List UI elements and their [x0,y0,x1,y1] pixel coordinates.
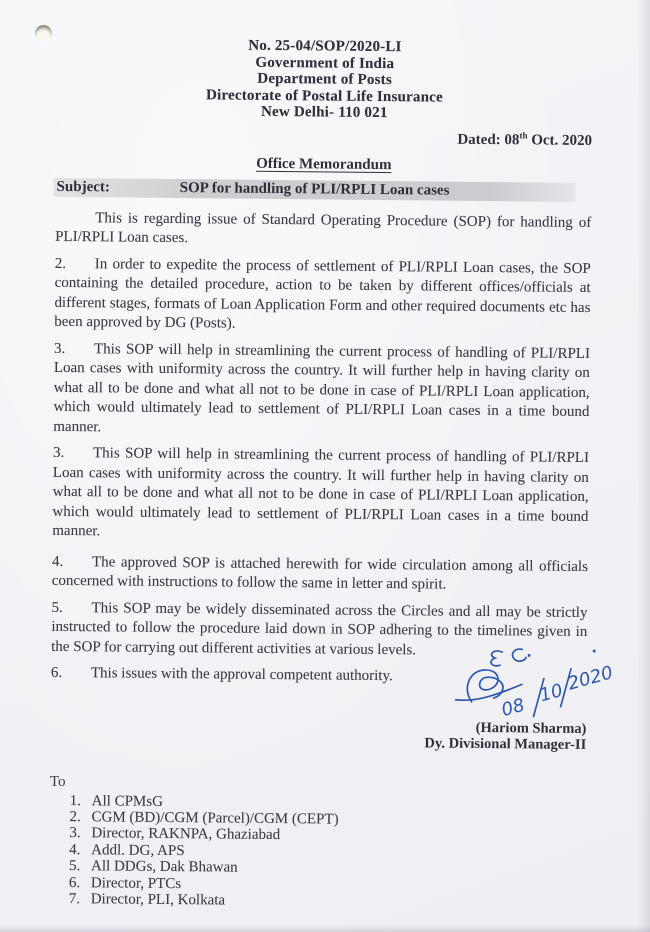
paragraph-text: This is regarding issue of Standard Operating Procedure (SOP) for handling of PLI/RPLI Loan cases. [55,209,592,247]
paragraph-text: This SOP will help in streamlining the current process of handling of PLI/RPLI Loan cases with uniformity across the country. It will further help in having clarity on what all to be done and what all not to be done in case of PLI/RPLI Loan application, which would ultimately lead to settlement of PLI/RPLI Loan cases in a time bound manner. [52,445,590,540]
body-paragraph [53,339,590,442]
body-paragraph [52,444,589,547]
body-paragraph [54,254,591,337]
item-number: 5. [68,858,81,875]
paragraph-text: The approved SOP is attached herewith for wide circulation among all officials concerned with instructions to follow the same in letter and spirit. [51,553,589,593]
paragraph-number: 4. [51,553,64,570]
item-text: Director, PTCs [90,874,182,892]
address-line: New Delhi- 110 021 [260,103,388,122]
item-number: 7. [68,890,81,908]
date-prefix: Dated: 08 [457,131,520,148]
paragraph-text: This issues with the approval competent authority. [90,665,393,685]
memo-heading: Office Memorandum [256,155,392,173]
handwritten-signature [441,640,637,727]
item-text: Addl. DG, APS [91,841,185,859]
handwritten-date-day: 08 [499,694,527,722]
body-paragraph [55,208,591,252]
department-name: Department of Posts [257,70,393,89]
subject-row [53,177,575,201]
body-paragraph [52,552,588,596]
item-number: 3. [69,825,81,842]
item-number: 6. [68,874,81,891]
subject-text: SOP for handling of PLI/RPLI Loan cases [179,179,450,199]
directorate-name: Directorate of Postal Life Insurance [205,86,443,106]
punch-hole [35,25,52,42]
org-name: Government of India [255,54,395,72]
date-line [56,125,592,149]
item-text: Director, PLI, Kolkata [90,891,226,909]
item-text: CGM (BD)/CGM (Parcel)/CGM (CEPT) [91,809,339,828]
paragraph-text: This SOP may be widely disseminated across the Circles and all may be strictly instructed to follow the procedure laid down in SOP adhering to the timelines given in the SOP for carrying out different activities at various levels. [51,599,588,658]
item-text: Director, RAKNPA, Ghaziabad [91,825,281,844]
paragraph-number: 3. [53,340,66,357]
handwritten-date-month: 10 [537,680,566,707]
paragraph-number: 3. [52,444,65,461]
handwritten-date-year: 2020 [565,662,616,695]
paragraph-number: 2. [54,255,67,272]
subject-label: Subject: [56,178,110,195]
item-number: 1. [69,792,82,809]
signatory-name: (Hariom Sharma) [475,719,587,737]
paragraph-number: 6. [50,664,63,681]
ink-dot [593,650,596,653]
paragraph-text: This SOP will help in streamlining the current process of handling of PLI/RPLI Loan cases with uniformity across the country. It will further help in having clarity on what all to be done and what all not to be done in case of PLI/RPLI Loan application, which would ultimately lead to settlement of PLI/RPLI Loan cases in a time bound manner. [53,340,591,435]
item-text: All DDGs, Dak Bhawan [90,858,238,876]
date-ordinal: th [519,129,528,140]
paragraph-number: 5. [51,599,63,616]
reference-number: No. 25-04/SOP/2020-LI [248,37,402,56]
date-suffix: Oct. 2020 [527,131,593,149]
item-number: 2. [69,808,81,826]
distribution-label: To [49,773,66,790]
item-text: All CPMsG [91,792,164,810]
paragraph-text: In order to expedite the process of settlement of PLI/RPLI Loan cases, the SOP containing the detailed procedure, action to be taken by different offices/officials at different stages, formats of Loan Application Form and other required documents etc has been approved by DG (Posts). [54,255,591,332]
signatory-designation: Dy. Divisional Manager-II [424,734,587,753]
item-number: 4. [69,841,81,858]
distribution-list [69,793,586,913]
